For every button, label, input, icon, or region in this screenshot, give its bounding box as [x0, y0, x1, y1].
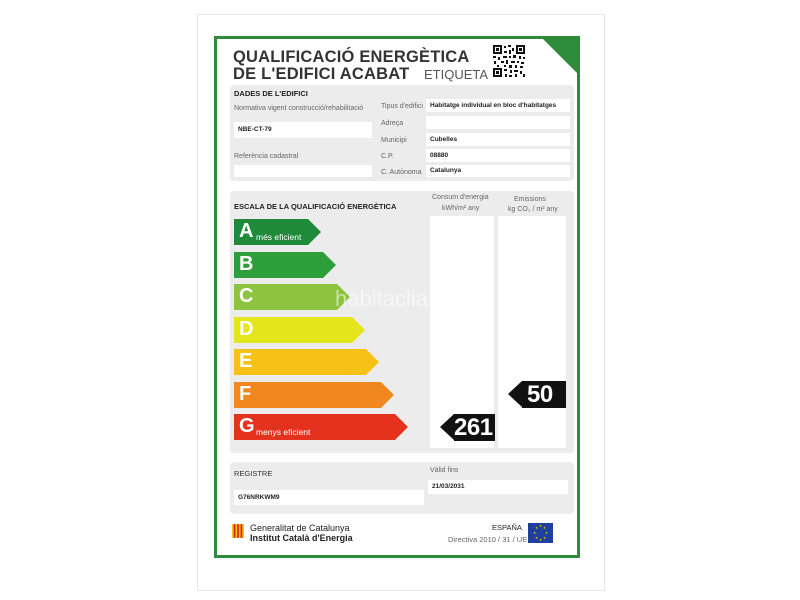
- energy-class-d-arrow: [234, 317, 365, 343]
- eu-flag-icon: ★ ★ ★ ★ ★ ★ ★ ★: [528, 523, 553, 543]
- valid-label: Vàlid fins: [430, 467, 459, 474]
- qr-code-icon: [492, 44, 526, 78]
- tipus-value: Habitatge individual en bloc d'habitatges: [430, 102, 557, 109]
- arrow-tip: [381, 382, 394, 408]
- consumption-badge: [454, 414, 495, 441]
- country-label: ESPAÑA: [492, 523, 522, 532]
- energy-class-caption: més eficient: [256, 232, 302, 242]
- cp-field: [426, 149, 570, 162]
- arrow-tip: [308, 219, 321, 245]
- normativa-field: [234, 122, 372, 138]
- registre-field: [234, 490, 424, 505]
- municipi-label: Municipi: [381, 137, 407, 144]
- energy-class-letter: B: [239, 252, 254, 275]
- municipi-field: [426, 133, 570, 146]
- energy-class-letter: A: [239, 220, 254, 242]
- adreca-label: Adreça: [381, 120, 404, 127]
- emissions-column: [498, 216, 566, 448]
- etiqueta-label: ETIQUETA: [424, 67, 489, 82]
- energy-class-letter: D: [239, 317, 254, 340]
- valid-field: [428, 480, 568, 494]
- arrow-tip: [352, 317, 365, 343]
- energy-class-letter: E: [239, 350, 253, 372]
- energy-class-a-arrow: [234, 219, 321, 245]
- referencia-label: Referència cadastral: [234, 153, 299, 160]
- building-data-panel: [230, 85, 574, 181]
- autonoma-value: Catalunya: [430, 167, 462, 174]
- energy-class-c-arrow: [234, 284, 350, 310]
- tipus-label: Tipus d'edifici: [381, 103, 423, 110]
- building-data-title: DADES DE L'EDIFICI: [234, 89, 308, 98]
- habitaclia-watermark: habitaclia: [335, 286, 428, 311]
- consumption-column-title: Consum d'energia: [432, 194, 489, 201]
- generalitat-logo-icon: [232, 523, 244, 539]
- cp-label: C.P.: [381, 153, 394, 160]
- arrow-body: [234, 349, 366, 375]
- scale-title: ESCALA DE LA QUALIFICACIÓ ENERGÈTICA: [234, 202, 397, 211]
- arrow-tip: [323, 252, 336, 278]
- energy-class-f-arrow: [234, 382, 394, 408]
- corner-triangle: [540, 36, 580, 76]
- emissions-column-title: Emissions: [514, 196, 546, 203]
- autonoma-label: C. Autònoma: [381, 169, 422, 176]
- valid-value: 21/03/2031: [432, 483, 465, 490]
- org-line-2: Institut Català d'Energia: [250, 533, 353, 543]
- arrow-tip: [395, 414, 408, 440]
- energy-class-caption: menys eficient: [256, 427, 311, 437]
- title-line-1: QUALIFICACIÓ ENERGÈTICA: [233, 48, 470, 66]
- energy-class-e-arrow: [234, 349, 379, 375]
- consumption-column-unit: kWh/m² any: [442, 205, 480, 212]
- registre-value: G76NRKWM9: [238, 494, 280, 501]
- directive-label: Directiva 2010 / 31 / UE: [448, 535, 528, 544]
- referencia-field: [234, 165, 372, 177]
- energy-class-letter: C: [239, 285, 254, 307]
- consumption-badge-tip: [440, 414, 454, 440]
- emissions-value: 50: [527, 381, 553, 408]
- emissions-column-unit: kg CO₂ / m² any: [508, 206, 558, 213]
- tipus-field: [426, 99, 570, 112]
- arrow-body: [234, 382, 381, 408]
- energy-class-b-arrow: [234, 252, 336, 278]
- energy-class-letter: G: [239, 415, 255, 437]
- emissions-badge: [522, 381, 566, 408]
- org-line-1: Generalitat de Catalunya: [250, 523, 350, 533]
- title-line-2: DE L'EDIFICI ACABAT: [233, 65, 410, 83]
- normativa-value: NBE-CT-79: [238, 126, 272, 133]
- energy-class-g-arrow: [234, 414, 408, 440]
- registre-label: REGISTRE: [234, 469, 273, 478]
- normativa-label: Normativa vigent construcció/rehabilitació: [234, 105, 364, 112]
- energy-class-letter: F: [239, 382, 252, 405]
- municipi-value: Cubelles: [430, 136, 458, 143]
- consumption-value: 261: [454, 414, 493, 441]
- adreca-field: [426, 116, 570, 129]
- arrow-tip: [366, 349, 379, 375]
- autonoma-field: [426, 165, 570, 177]
- cp-value: 08880: [430, 152, 449, 159]
- registry-panel: [230, 462, 574, 514]
- emissions-badge-tip: [508, 381, 522, 407]
